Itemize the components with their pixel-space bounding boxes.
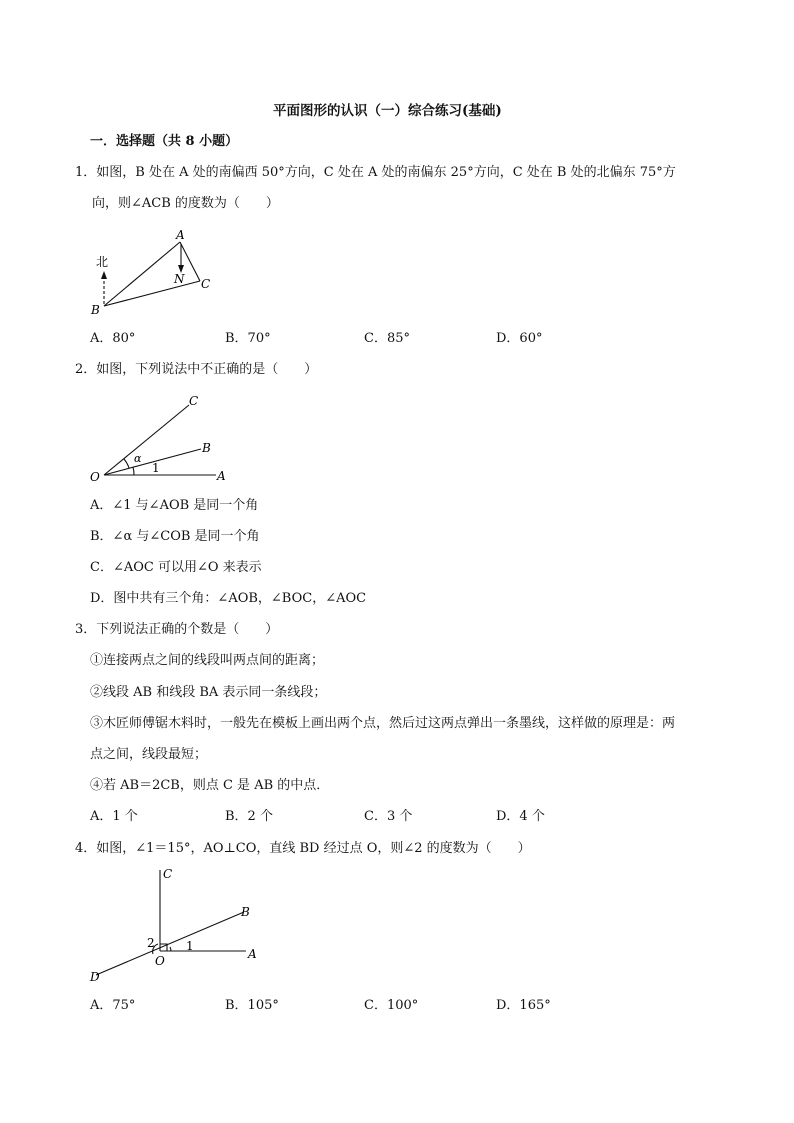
question-1-text: 1．如图，B 处在 A 处的南偏西 50°方向，C 处在 A 处的南偏东 25°方向，C 处在 B 处的北偏东 75°方 — [75, 165, 676, 180]
label-1: 1 — [186, 939, 194, 953]
q3-option-b[interactable]: B．2 个 — [225, 809, 273, 824]
question-3-text: 3．下列说法正确的个数是（ ） — [75, 622, 279, 637]
q3-statement-4: ④若 AB＝2CB，则点 C 是 AB 的中点． — [90, 778, 330, 793]
section-heading: 一．选择题（共 8 小题） — [90, 134, 239, 149]
q3-option-c[interactable]: C．3 个 — [364, 809, 413, 824]
label-n: N — [174, 272, 185, 286]
q1-option-c[interactable]: C．85° — [364, 331, 410, 346]
label-north: 北 — [96, 255, 109, 269]
q3-statement-3: ③木匠师傅锯木料时，一般先在模板上画出两个点，然后过这两点弹出一条墨线，这样做的原理是：两 — [90, 716, 676, 731]
ray-oc — [104, 405, 189, 475]
label-c: C — [163, 867, 173, 881]
label-b: B — [202, 441, 211, 455]
q3-statement-3-cont: 点之间，线段最短； — [90, 747, 208, 762]
angle-1-arc — [170, 947, 171, 951]
q1-option-a[interactable]: A．80° — [90, 331, 136, 346]
page-title: 平面图形的认识（一）综合练习(基础) — [273, 103, 502, 119]
label-c: C — [201, 277, 211, 291]
q1-option-d[interactable]: D．60° — [496, 331, 543, 346]
label-b: B — [91, 303, 100, 317]
label-o: O — [155, 954, 165, 968]
q3-statement-2: ②线段 AB 和线段 BA 表示同一条线段； — [90, 685, 327, 700]
angle-1-arc — [133, 467, 134, 475]
label-b: B — [241, 905, 250, 919]
north-arrow-icon — [101, 271, 107, 279]
question-2-text: 2．如图，下列说法中不正确的是（ ） — [75, 362, 318, 377]
question-1-text-cont: 向，则∠ACB 的度数为（ ） — [92, 196, 279, 211]
line-bd — [96, 912, 244, 975]
q2-option-a[interactable]: A．∠1 与∠AOB 是同一个角 — [90, 498, 259, 513]
q4-option-c[interactable]: C．100° — [364, 998, 419, 1013]
q4-option-a[interactable]: A．75° — [90, 998, 136, 1013]
label-o: O — [90, 470, 100, 484]
q2-option-c[interactable]: C．∠AOC 可以用∠O 来表示 — [90, 560, 262, 575]
q4-option-d[interactable]: D．165° — [496, 998, 551, 1013]
angle-alpha-arc — [124, 459, 129, 468]
label-2: 2 — [147, 936, 155, 950]
label-1: 1 — [152, 461, 160, 475]
q3-statement-1: ①连接两点之间的线段叫两点间的距离； — [90, 653, 325, 668]
label-c: C — [189, 394, 199, 408]
q3-option-a[interactable]: A．1 个 — [90, 809, 138, 824]
label-a: A — [176, 228, 185, 242]
label-d: D — [90, 970, 100, 984]
q3-option-d[interactable]: D．4 个 — [496, 809, 545, 824]
q1-option-b[interactable]: B．70° — [225, 331, 271, 346]
question-4-text: 4．如图，∠1＝15°，AO⊥CO，直线 BD 经过点 O，则∠2 的度数为（ ） — [75, 841, 531, 856]
q4-option-b[interactable]: B．105° — [225, 998, 279, 1013]
q2-option-b[interactable]: B．∠α 与∠COB 是同一个角 — [90, 529, 260, 544]
label-a: A — [217, 469, 226, 483]
q2-option-d[interactable]: D．图中共有三个角：∠AOB，∠BOC，∠AOC — [90, 591, 367, 606]
label-alpha: α — [134, 452, 142, 465]
label-a: A — [248, 947, 257, 961]
